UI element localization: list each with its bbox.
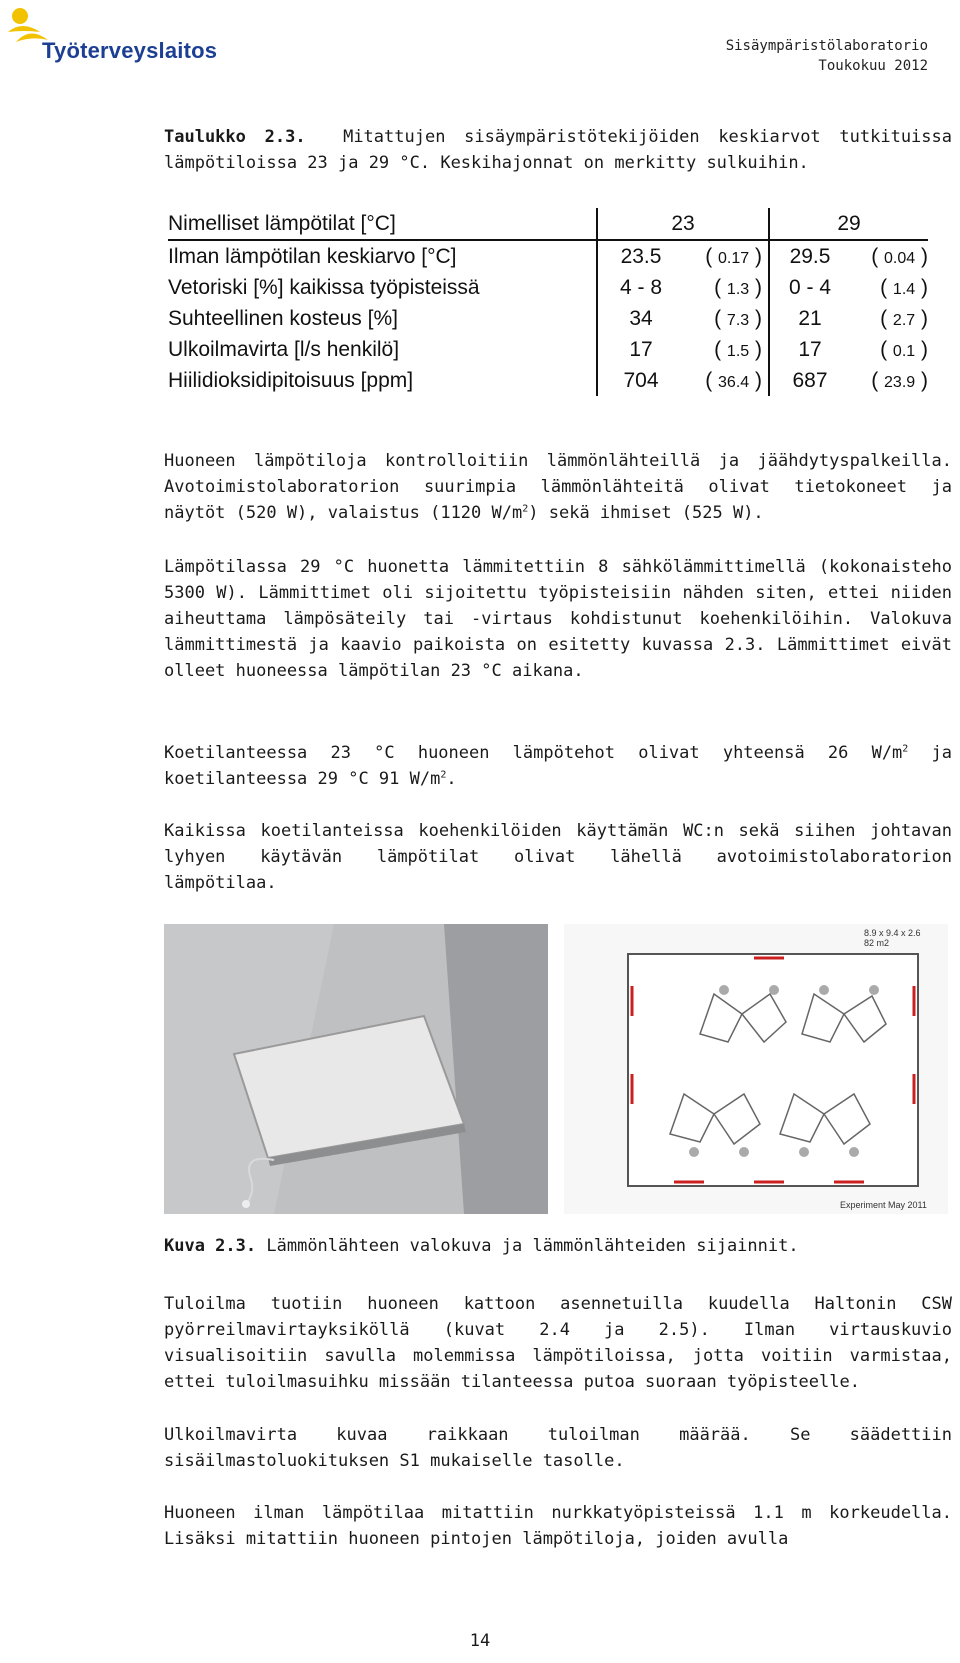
sd-29: ( 0.1 ) [880, 337, 928, 361]
table-caption-text: Mitattujen sisäympäristötekijöiden keskiarvot tutkituissa lämpötiloissa 23 ja 29 °C. Keskihajonnat on merkitty sulkuihin. [164, 127, 952, 173]
logo-text: Työterveyslaitos [42, 38, 218, 63]
header-temp-23: 23 [597, 208, 769, 240]
row-label: Ilman lämpötilan keskiarvo [°C] [168, 244, 457, 268]
lab-name: Sisäympäristölaboratorio [725, 38, 928, 54]
table-row [168, 240, 928, 272]
measurement-table [168, 208, 928, 396]
header-info [726, 36, 928, 76]
table-caption [164, 124, 952, 176]
heater-photo-image [164, 924, 548, 1214]
page-number: 14 [469, 1631, 491, 1651]
table-caption-label: Taulukko 2.3. [164, 127, 306, 147]
heater-floorplan [564, 924, 948, 1214]
figure-caption [164, 1233, 952, 1259]
header-label: Nimelliset lämpötilat [°C] [168, 208, 597, 240]
table-row [168, 272, 928, 303]
row-label: Ulkoilmavirta [l/s henkilö] [168, 337, 400, 361]
row-label: Suhteellinen kosteus [%] [168, 306, 398, 330]
floorplan-diagram [564, 924, 948, 1214]
value-29: 0 - 4 [788, 275, 832, 299]
sd-29: ( 2.7 ) [880, 306, 928, 330]
header-temp-29: 29 [769, 208, 928, 240]
table-header-row [168, 208, 928, 240]
table-row [168, 365, 928, 396]
sd-23: ( 1.5 ) [684, 334, 769, 365]
value-23: 704 [597, 365, 684, 396]
sd-29: ( 1.4 ) [880, 275, 928, 299]
value-29: 21 [798, 306, 822, 330]
paragraph-heat-output: Koetilanteessa 23 °C huoneen lämpötehot olivat yhteensä 26 $W/m^2$ ja koetilanteessa 29 °C 91 $W/m^2$. [164, 743, 952, 789]
paragraph-heat-sources: Huoneen lämpötiloja kontrolloitiin lämmönlähteillä ja jäähdytyspalkeilla. Avotoimistolaboratorion suurimpia lämmönlähteitä olivat tietokoneet ja näytöt (520 W), valaistus (1120 $W/m^2$) sekä ihmiset (525 W). [164, 451, 952, 523]
value-23: 4 - 8 [597, 272, 684, 303]
table-row [168, 334, 928, 365]
row-label: Vetoriski [%] kaikissa työpisteissä [168, 275, 480, 299]
row-label: Hiilidioksidipitoisuus [ppm] [168, 368, 414, 392]
figure-caption-label: Kuva 2.3. [164, 1236, 257, 1256]
plan-footer: Experiment May 2011 [840, 1200, 927, 1210]
value-29: 687 [792, 368, 828, 392]
sd-29: ( 23.9 ) [871, 368, 928, 392]
figure-caption-text: Lämmönlähteen valokuva ja lämmönlähteiden sijainnit. [266, 1236, 799, 1256]
sd-23: ( 1.3 ) [684, 272, 769, 303]
sd-23: ( 7.3 ) [684, 303, 769, 334]
sd-23: ( 36.4 ) [684, 365, 769, 396]
paragraph-supply-air: Tuloilma tuotiin huoneen kattoon asennetuilla kuudella Haltonin CSW pyörreilmavirtayksiköllä (kuvat 2.4 ja 2.5). Ilman virtauskuvio visualisoitiin savulla molemmissa lämpötiloissa, jotta voitiin varmistaa, ettei tuloilmasuihku missään tilanteessa putoa suoraan työpisteelle. [164, 1294, 952, 1392]
logo [2, 2, 218, 74]
paragraph-measurement: Huoneen ilman lämpötilaa mitattiin nurkkatyöpisteissä 1.1 m korkeudella. Lisäksi mitattiin huoneen pintojen lämpötiloja, joiden avulla [164, 1503, 952, 1549]
value-23: 34 [597, 303, 684, 334]
value-29: 17 [798, 337, 822, 361]
value-23: 17 [597, 334, 684, 365]
plan-area: 82 m2 [864, 938, 890, 948]
plan-dimensions: 8.9 x 9.4 x 2.6 [864, 928, 921, 938]
heater-photo [164, 924, 548, 1214]
paragraph-wc: Kaikissa koetilanteissa koehenkilöiden käyttämän WC:n sekä siihen johtavan lyhyen käytävän lämpötilat olivat lähellä avotoimistolaboratorion lämpötilaa. [164, 821, 952, 893]
paragraph-heaters: Lämpötilassa 29 °C huonetta lämmitettiin 8 sähkölämmittimellä (kokonaisteho 5300 W). Lämmittimet oli sijoitettu työpisteisiin nähden siten, ettei niiden aiheuttama lämpösäteily tai -virtaus kohdistunut koehenkilöihin. Valokuva lämmittimestä ja kaavio paikoista on esitetty kuvassa 2.3. Lämmittimet eivät olleet huoneessa lämpötilan 23 °C aikana. [164, 557, 952, 681]
sd-23: ( 0.17 ) [684, 240, 769, 272]
sd-29: ( 0.04 ) [871, 244, 928, 268]
value-29: 29.5 [789, 244, 831, 268]
table-row [168, 303, 928, 334]
value-23: 23.5 [597, 240, 684, 272]
paragraph-outdoor-air: Ulkoilmavirta kuvaa raikkaan tuloilman määrää. Se säädettiin sisäilmastoluokituksen S1 mukaiselle tasolle. [164, 1425, 952, 1471]
document-date: Toukokuu 2012 [818, 58, 928, 74]
